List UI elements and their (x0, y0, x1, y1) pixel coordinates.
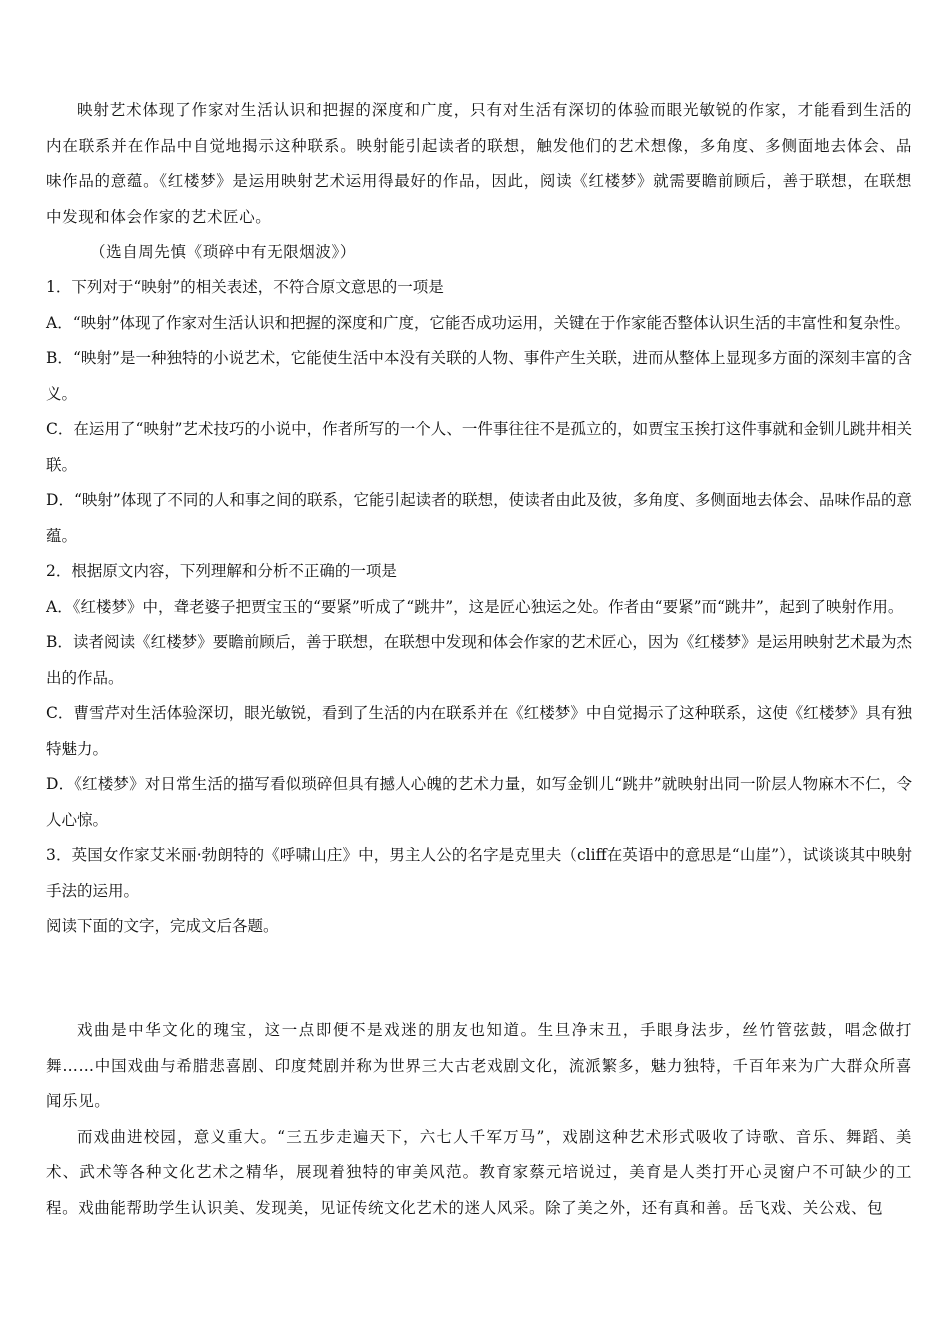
question-option: C．在运用了“映射”艺术技巧的小说中，作者所写的一个人、一件事往往不是孤立的，如贾宝玉挨打这件事就和金钏儿跳井相关联。 (46, 420, 912, 474)
question-list (46, 270, 912, 945)
passage-1-source: （选自周先慎《琐碎中有无限烟波》） (90, 243, 356, 261)
question-3 (46, 838, 912, 909)
question-stem: 2．根据原文内容，下列理解和分析不正确的一项是 (46, 562, 397, 580)
passage-2-paragraph: 戏曲是中华文化的瑰宝，这一点即便不是戏迷的朋友也知道。生旦净末丑，手眼身法步，丝竹管弦鼓，唱念做打舞……中国戏曲与希腊悲喜剧、印度梵剧并称为世界三大古老戏剧文化，流派繁多，魅力独特，千百年来为广大群众所喜闻乐见。 (46, 1021, 912, 1110)
question-option: B．“映射”是一种独特的小说艺术，它能使生活中本没有关联的人物、事件产生关联，进而从整体上显现多方面的深刻丰富的含义。 (46, 349, 912, 403)
question-option: C．曹雪芹对生活体验深切，眼光敏锐，看到了生活的内在联系并在《红楼梦》中自觉揭示了这种联系，这使《红楼梦》具有独特魅力。 (46, 704, 912, 758)
passage-1 (46, 93, 912, 271)
question-option: B．读者阅读《红楼梦》要瞻前顾后，善于联想，在联想中发现和体会作家的艺术匠心，因为《红楼梦》是运用映射艺术最为杰出的作品。 (46, 633, 912, 687)
passage-1-paragraph: 映射艺术体现了作家对生活认识和把握的深度和广度，只有对生活有深切的体验而眼光敏锐的作家，才能看到生活的内在联系并在作品中自觉地揭示这种联系。映射能引起读者的联想，触发他们的艺术想像，多角度、多侧面地去体会、品味作品的意蕴。《红楼梦》是运用映射艺术运用得最好的作品，因此，阅读《红楼梦》就需要瞻前顾后，善于联想，在联想中发现和体会作家的艺术匠心。 (46, 101, 912, 226)
question-1 (46, 270, 912, 554)
question-stem: 3．英国女作家艾米丽·勃朗特的《呼啸山庄》中，男主人公的名字是克里夫（cliff在英语中的意思是“山崖”），试谈谈其中映射手法的运用。 (46, 846, 912, 900)
question-2 (46, 554, 912, 838)
question-option: A．“映射”体现了作家对生活认识和把握的深度和广度，它能否成功运用，关键在于作家能否整体认识生活的丰富性和复杂性。 (46, 313, 911, 332)
passage-2-paragraph: 而戏曲进校园，意义重大。“三五步走遍天下，六七人千军万马”，戏剧这种艺术形式吸收了诗歌、音乐、舞蹈、美术、武术等各种文化艺术之精华，展现着独特的审美风范。教育家蔡元培说过，美育是人类打开心灵窗户不可缺少的工程。戏曲能帮助学生认识美、发现美，见证传统文化艺术的迷人风采。除了美之外，还有真和善。岳飞戏、关公戏、包 (46, 1127, 912, 1217)
reading-instruction: 阅读下面的文字，完成文后各题。 (46, 917, 279, 935)
question-option: D．《红楼梦》对日常生活的描写看似琐碎但具有撼人心魄的艺术力量，如写金钏儿“跳井”就映射出同一阶层人物麻木不仁，令人心惊。 (46, 775, 912, 829)
question-option: A．《红楼梦》中，聋老婆子把贾宝玉的“要紧”听成了“跳井”，这是匠心独运之处。作者由“要紧”而“跳井”，起到了映射作用。 (46, 597, 904, 616)
question-stem: 1．下列对于“映射”的相关表述，不符合原文意思的一项是 (46, 278, 444, 296)
question-option: D．“映射”体现了不同的人和事之间的联系，它能引起读者的联想，使读者由此及彼，多角度、多侧面地去体会、品味作品的意蕴。 (46, 491, 912, 545)
passage-2 (46, 1013, 912, 1226)
